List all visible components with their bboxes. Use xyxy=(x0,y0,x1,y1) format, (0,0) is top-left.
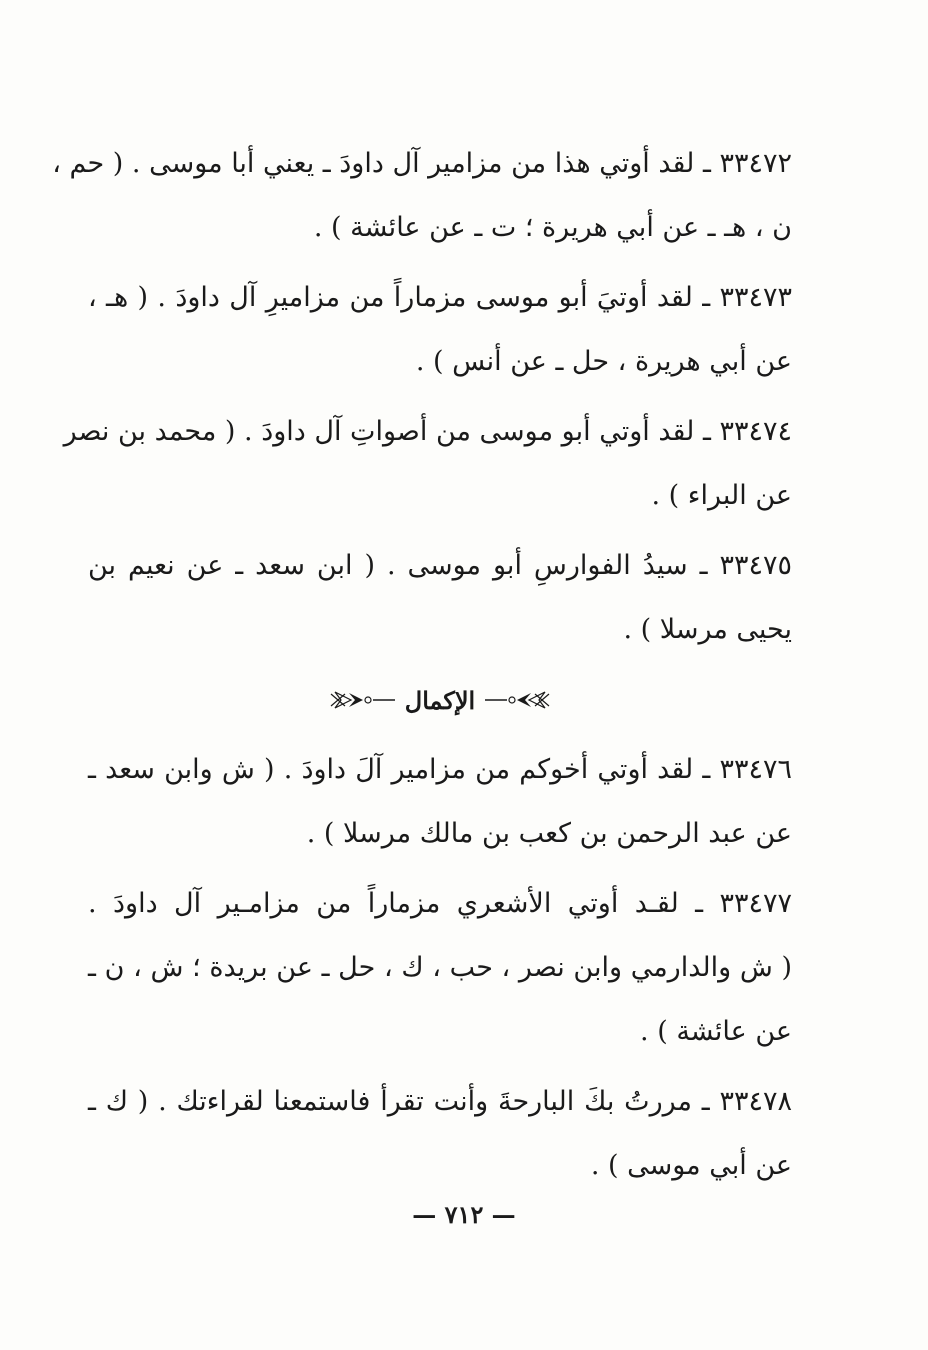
section-title: الإكمال xyxy=(404,685,476,715)
hadith-entry-33474 xyxy=(63,400,792,528)
entry-line: ٣٣٤٧٣ ـ لقد أوتيَ أبو موسى مزماراً من مزاميرِ آل داودَ . ( هـ ، xyxy=(88,282,792,313)
entry-line: ( ش والدارمي وابن نصر ، حب ، ك ، حل ـ عن بريدة ؛ ش ، ن ـ xyxy=(88,952,792,983)
entry-line: يحيى مرسلا ) . xyxy=(623,614,792,645)
ornament-left-icon xyxy=(325,690,395,710)
page-number: — ٧١٢ — xyxy=(412,1200,516,1229)
entry-line: عن أبي موسى ) . xyxy=(590,1150,792,1181)
entry-line: عن أبي هريرة ، حل ـ عن أنس ) . xyxy=(415,346,792,377)
hadith-entry-33472 xyxy=(52,132,792,260)
entry-line: ٣٣٤٧٤ ـ لقد أوتي أبو موسى من أصواتِ آل داودَ . ( محمد بن نصر xyxy=(63,416,792,447)
hadith-entry-33475 xyxy=(88,534,792,662)
entry-line: ٣٣٤٧٨ ـ مررتُ بكَ البارحةَ وأنت تقرأ فاستمعنا لقراءتك . ( ك ـ xyxy=(88,1086,792,1117)
entry-line: عن البراء ) . xyxy=(651,480,792,511)
entry-line: عن عائشة ) . xyxy=(640,1016,792,1047)
ornament-right-icon xyxy=(485,690,555,710)
entry-line: عن عبد الرحمن بن كعب بن مالك مرسلا ) . xyxy=(306,818,792,849)
entry-line: ٣٣٤٧٦ ـ لقد أوتي أخوكم من مزامير آلَ داودَ . ( ش وابن سعد ـ xyxy=(88,754,792,785)
page-body xyxy=(52,132,792,1204)
entry-line: ن ، هـ ـ عن أبي هريرة ؛ ت ـ عن عائشة ) . xyxy=(313,212,792,243)
section-header xyxy=(88,668,792,732)
entry-line: ٣٣٤٧٧ ـ لقـد أوتي الأشعري مزماراً من مزامـير آل داودَ . xyxy=(88,888,792,919)
hadith-entry-33473 xyxy=(88,266,792,394)
entry-line: ٣٣٤٧٢ ـ لقد أوتي هذا من مزامير آل داودَ ـ يعني أبا موسى . ( حم ، xyxy=(52,148,792,179)
hadith-entry-33478 xyxy=(88,1070,792,1198)
hadith-entry-33477 xyxy=(88,872,792,1064)
hadith-entry-33476 xyxy=(88,738,792,866)
entry-line: ٣٣٤٧٥ ـ سيدُ الفوارسِ أبو موسى . ( ابن سعد ـ عن نعيم بن xyxy=(88,550,792,581)
